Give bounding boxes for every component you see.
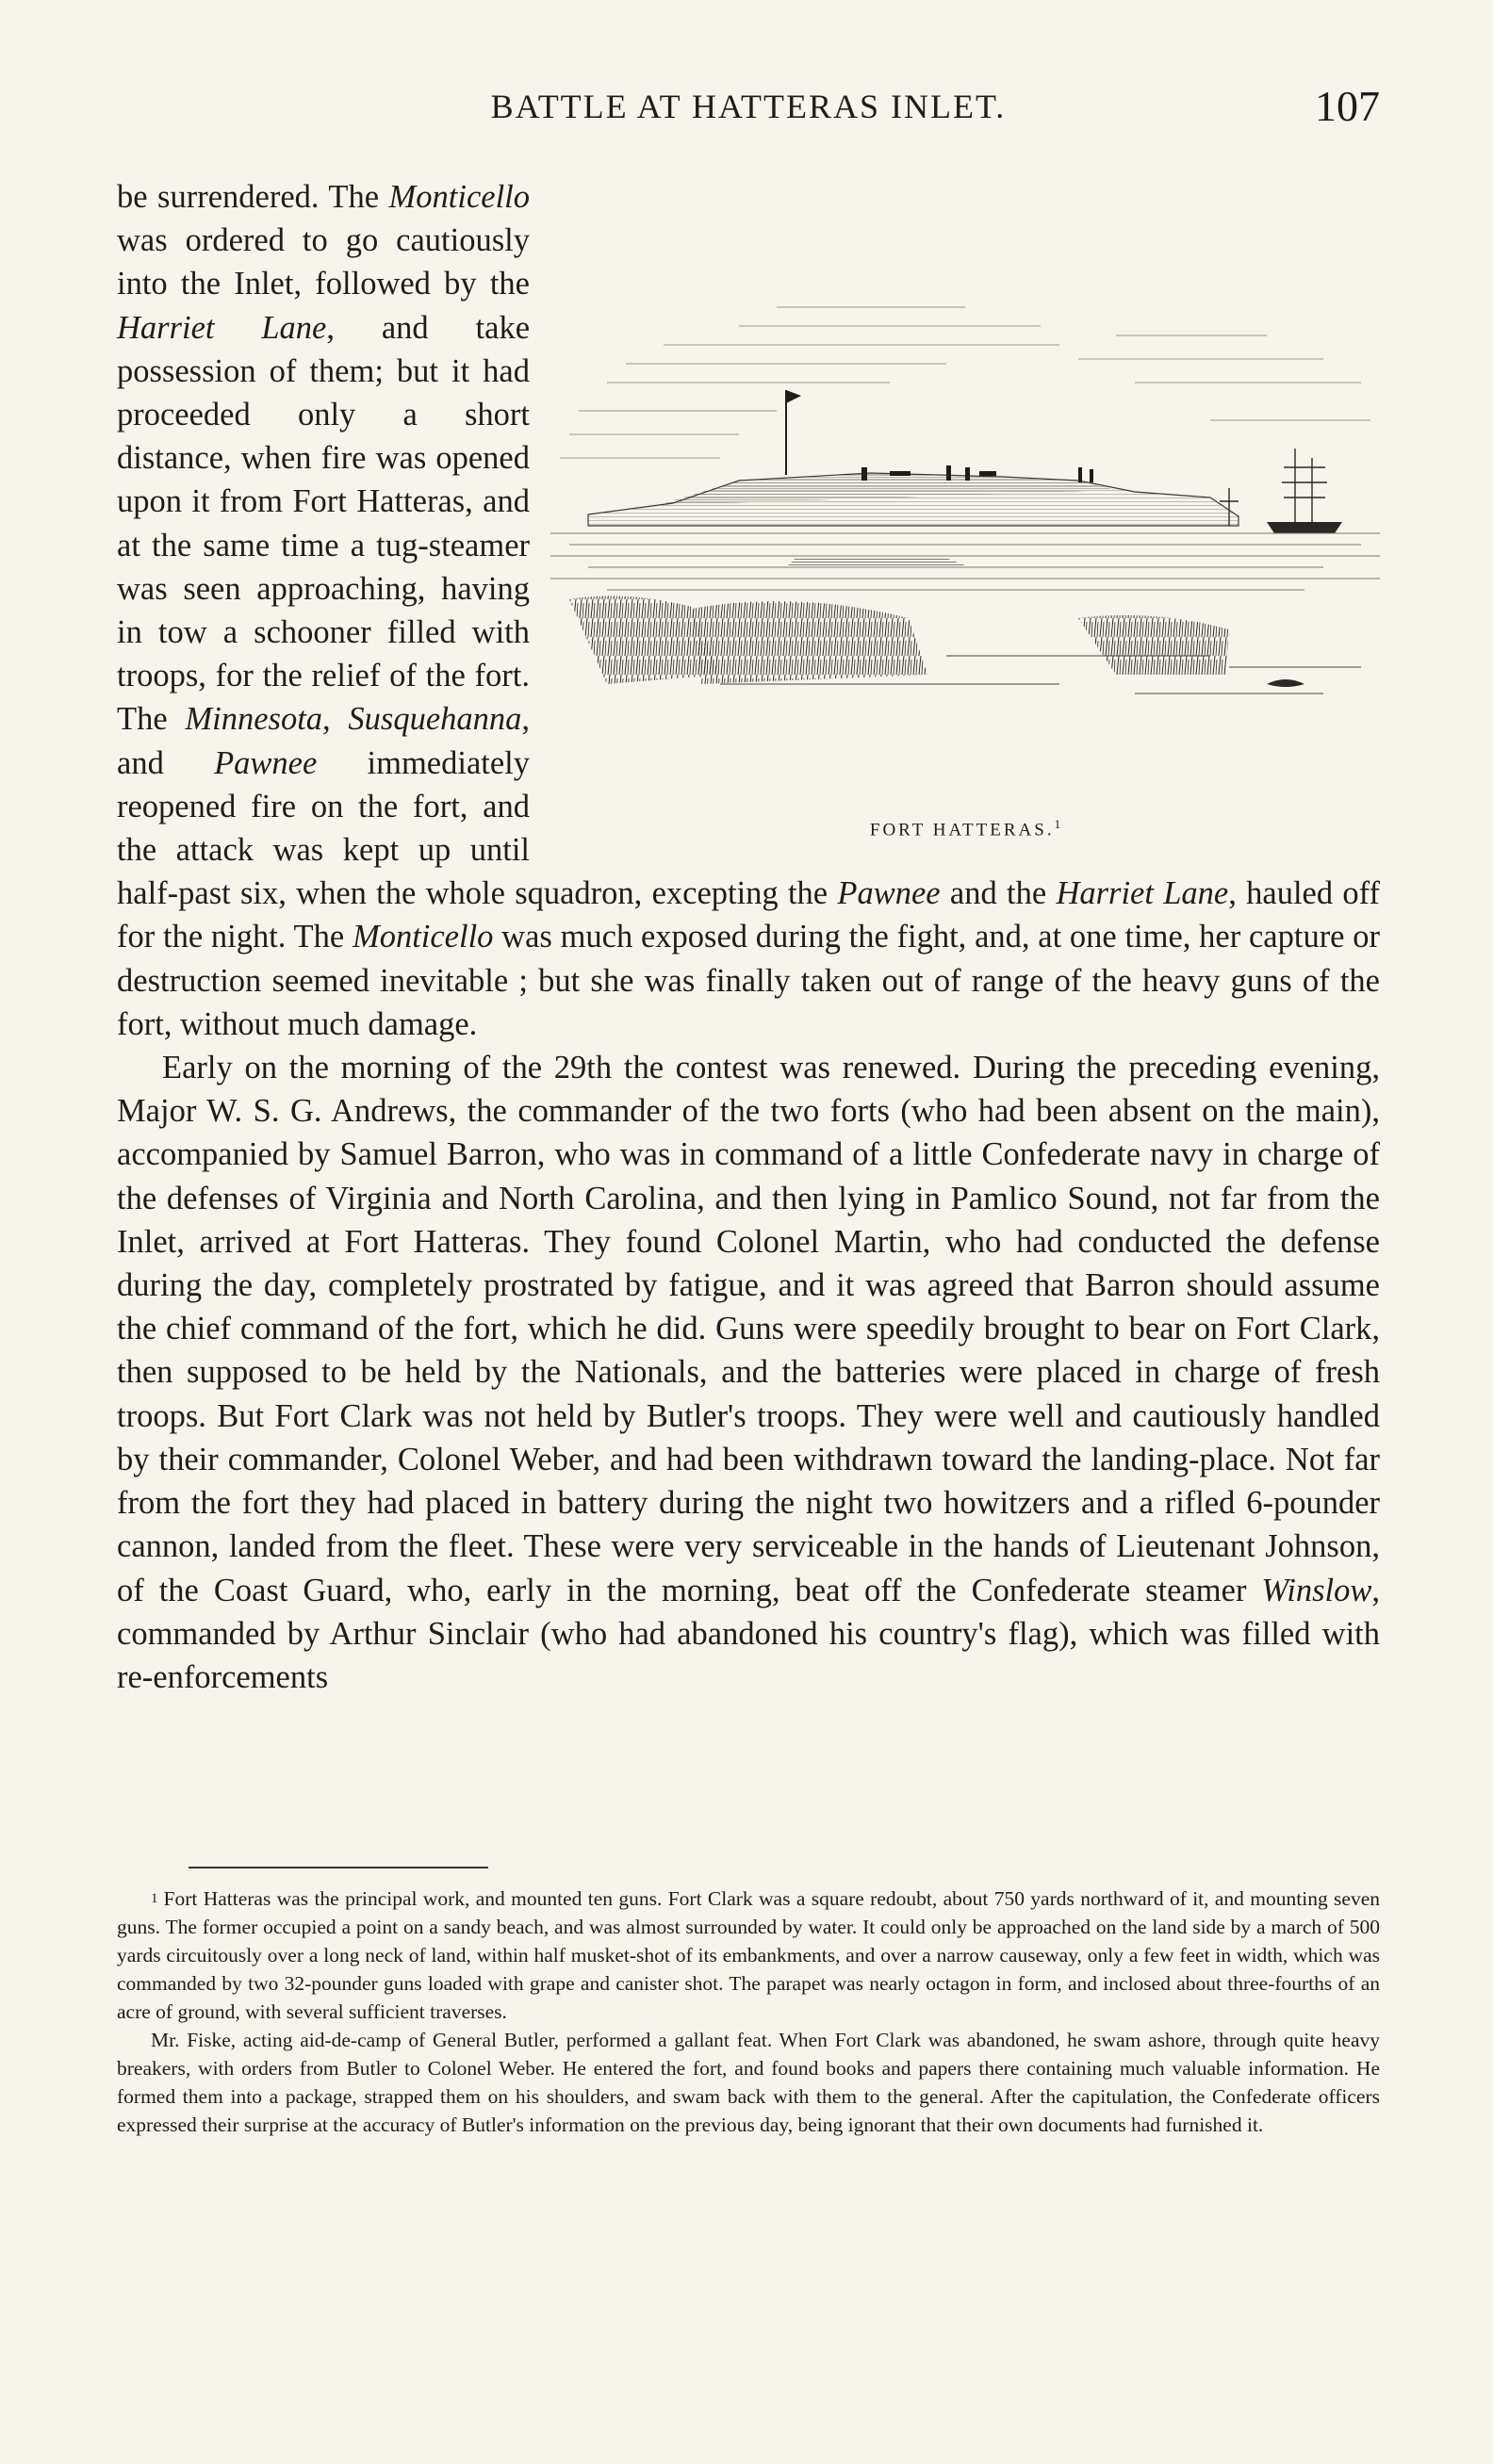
paragraph-1: be surrendered. The Monticello was ordered to go cautiously into the Inlet, followed by the Harriet Lane, and take possession of them; but it had proceeded only a short distance, when fire was opened upon it from Fort Hatteras, and at the same time a tug-steamer was seen approaching, having in tow a schooner filled with troops, for the relief of the fort. The Minnesota, Susquehanna, and Pawnee immediately reopened fire on the fort, and the attack was kept up until half-past six, when the whole squadron, excepting the Pawnee and the Harriet Lane, hauled off for the night. The Monticello was much exposed during the fight, and, at one time, her capture or destruction seemed inevitable ; but she was finally taken out of range of the heavy guns of the fort, without much damage. [117,179,1380,1042]
footnotes [117,1885,1380,2139]
footnote-marker: 1 [151,1891,158,1906]
running-header [117,82,1380,136]
caption-note-marker: 1 [1054,817,1061,831]
footnote-1: 1 Fort Hatteras was the principal work, and mounted ten guns. Fort Clark was a square redoubt, about 750 yards northward of it, and mounting seven guns. The former occupied a point on a sandy beach, and was almost surrounded by water. It could only be approached on the land side by a march of 500 yards circuitously over a long neck of land, within half musket-shot of its embankments, and over a narrow causeway, only a few feet in width, which was commanded by two 32-pounder guns loaded with grape and canister shot. The parapet was nearly octagon in form, and inclosed about three-fourths of an acre of ground, with several sufficient traverses. [117,1887,1380,2023]
paragraph-2: Early on the morning of the 29th the contest was renewed. During the preceding evening, Major W. S. G. Andrews, the commander of the two forts (who had been absent on the main), accompanied by Samuel Barron, who was in command of a little Confederate navy in charge of the defenses of Virginia and North Carolina, and then lying in Pamlico Sound, not far from the Inlet, arrived at Fort Hatteras. They found Colonel Martin, who had conducted the defense during the day, completely prostrated by fatigue, and it was agreed that Barron should assume the chief command of the fort, which he did. Guns were speedily brought to bear on Fort Clark, then supposed to be held by the Nationals, and the batteries were placed in charge of fresh troops. But Fort Clark was not held by Butler's troops. They were well and cautiously handled by their commander, Colonel Weber, and had been withdrawn toward the landing-place. Not far from the fort they had placed in battery during the night two howitzers and a rifled 6-pounder cannon, landed from the fleet. These were very serviceable in the hands of Lieutenant Johnson, of the Coast Guard, who, early in the morning, beat off the Confederate steamer Winslow, commanded by Arthur Sinclair (who had abandoned his country's flag), which was filled with re-enforcements [117,1050,1380,1695]
footnote-rule [189,1867,488,1868]
figure-caption [550,803,1380,853]
footnote-2: Mr. Fiske, acting aid-de-camp of General Butler, performed a gallant feat. When Fort Clark was abandoned, he swam ashore, through quite heavy breakers, with orders from Butler to Colonel Weber. He entered the fort, and found books and papers there containing much valuable information. He formed them into a package, strapped them on his shoulders, and swam back with them to the general. After the capitulation, the Confederate officers expressed their surprise at the accuracy of Butler's information on the previous day, being ignorant that their own documents had furnished it. [117,2029,1380,2136]
fort-hatteras-figure [550,175,1380,846]
fort-hatteras-engraving [550,279,1380,788]
main-text [117,175,1380,1699]
page-number: 107 [1315,82,1380,130]
running-title: BATTLE AT HATTERAS INLET. [490,88,1007,125]
caption-text: FORT HATTERAS. [869,820,1055,840]
